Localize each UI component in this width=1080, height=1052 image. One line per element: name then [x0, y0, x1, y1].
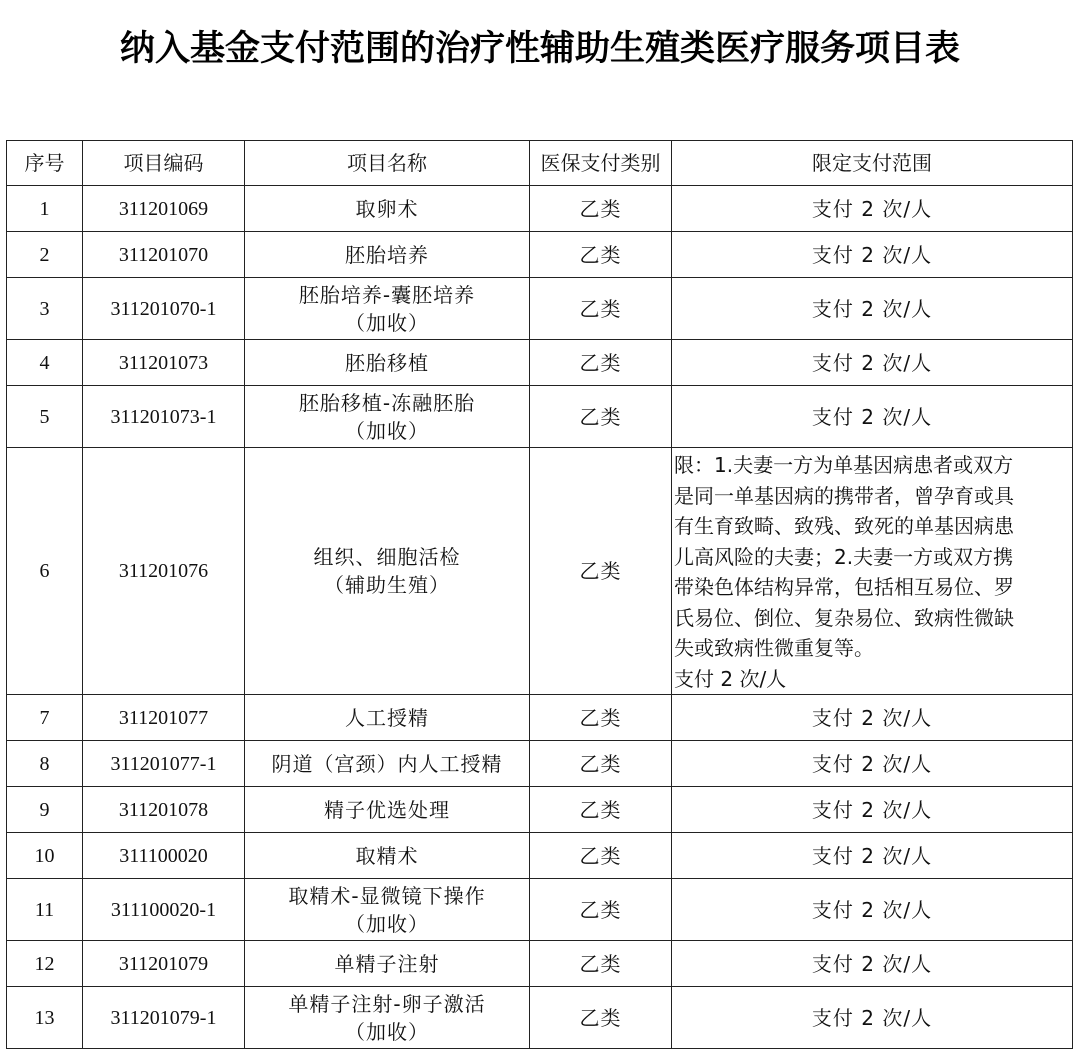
cell-name-line: 取精术-显微镜下操作 [288, 883, 486, 908]
header-scope: 限定支付范围 [672, 141, 1073, 186]
cell-scope-line: 支付 2 次/人 [811, 843, 933, 868]
cell-name [245, 787, 530, 833]
cell-name [245, 448, 530, 695]
cell-scope [672, 448, 1073, 695]
table-row [7, 340, 1073, 386]
cell-index: 8 [7, 741, 83, 787]
cell-scope-line: 支付 2 次/人 [811, 897, 933, 922]
cell-category: 乙类 [530, 879, 672, 941]
cell-index: 3 [7, 278, 83, 340]
cell-code: 311100020-1 [83, 879, 245, 941]
cell-scope-line: 是同一单基因病的携带者，曾孕育或具 [674, 483, 1014, 508]
cell-code: 311201070 [83, 232, 245, 278]
cell-scope-line: 支付 2 次/人 [811, 1005, 933, 1030]
cell-name-line: 人工授精 [345, 705, 429, 730]
cell-scope [672, 278, 1073, 340]
cell-index: 12 [7, 941, 83, 987]
cell-category: 乙类 [530, 695, 672, 741]
cell-name [245, 232, 530, 278]
cell-code: 311201070-1 [83, 278, 245, 340]
cell-scope-line: 氏易位、倒位、复杂易位、致病性微缺 [674, 605, 1014, 630]
cell-category: 乙类 [530, 448, 672, 695]
table-row [7, 987, 1073, 1049]
cell-name-line: 组织、细胞活检 [313, 545, 461, 569]
cell-name-line: （加收） [345, 911, 429, 936]
table-row [7, 741, 1073, 787]
cell-scope [672, 186, 1073, 232]
cell-category: 乙类 [530, 741, 672, 787]
header-index: 序号 [7, 141, 83, 186]
cell-index: 9 [7, 787, 83, 833]
table-row [7, 386, 1073, 448]
cell-category: 乙类 [530, 987, 672, 1049]
cell-scope-line: 支付 2 次/人 [811, 350, 933, 375]
cell-scope [672, 695, 1073, 741]
cell-index: 4 [7, 340, 83, 386]
cell-code: 311201079 [83, 941, 245, 987]
cell-category: 乙类 [530, 232, 672, 278]
cell-scope-line: 支付 2 次/人 [811, 751, 933, 776]
cell-category: 乙类 [530, 186, 672, 232]
cell-scope-line: 支付 2 次/人 [811, 705, 933, 730]
cell-name-line: 单精子注射-卵子激活 [288, 991, 486, 1016]
cell-code: 311201073-1 [83, 386, 245, 448]
cell-scope [672, 340, 1073, 386]
table-row [7, 448, 1073, 695]
cell-scope-line: 儿高风险的夫妻；2.夫妻一方或双方携 [674, 544, 1014, 569]
cell-scope [672, 987, 1073, 1049]
cell-category: 乙类 [530, 833, 672, 879]
cell-name [245, 695, 530, 741]
cell-scope [672, 741, 1073, 787]
cell-category: 乙类 [530, 340, 672, 386]
cell-scope [672, 787, 1073, 833]
header-name: 项目名称 [245, 141, 530, 186]
cell-name-line: （加收） [345, 418, 429, 443]
cell-name [245, 186, 530, 232]
cell-code: 311201076 [83, 448, 245, 695]
table-row [7, 879, 1073, 941]
cell-name [245, 879, 530, 941]
cell-name [245, 833, 530, 879]
cell-scope [672, 386, 1073, 448]
cell-scope-line: 限：1.夫妻一方为单基因病患者或双方 [674, 453, 1014, 477]
header-category: 医保支付类别 [530, 141, 672, 186]
cell-scope-line: 支付 2 次/人 [674, 666, 787, 691]
cell-name [245, 340, 530, 386]
cell-index: 6 [7, 448, 83, 695]
cell-code: 311201073 [83, 340, 245, 386]
cell-scope-line: 有生育致畸、致残、致死的单基因病患 [674, 514, 1014, 538]
table-row [7, 941, 1073, 987]
page-title: 纳入基金支付范围的治疗性辅助生殖类医疗服务项目表 [119, 29, 960, 69]
cell-scope [672, 941, 1073, 987]
items-table [6, 140, 1073, 1049]
cell-scope-line: 支付 2 次/人 [811, 797, 933, 822]
cell-index: 5 [7, 386, 83, 448]
cell-name-line: （加收） [345, 310, 429, 335]
cell-index: 2 [7, 232, 83, 278]
cell-name-line: （加收） [345, 1019, 429, 1044]
cell-name [245, 386, 530, 448]
cell-name [245, 941, 530, 987]
cell-scope-line: 支付 2 次/人 [811, 196, 933, 221]
cell-category: 乙类 [530, 787, 672, 833]
cell-code: 311201078 [83, 787, 245, 833]
cell-name [245, 987, 530, 1049]
table-row [7, 695, 1073, 741]
cell-scope [672, 232, 1073, 278]
cell-index: 11 [7, 879, 83, 941]
cell-name-line: 取精术 [355, 843, 419, 868]
cell-scope-line: 支付 2 次/人 [811, 404, 933, 429]
cell-name-line: 胚胎培养 [345, 242, 429, 267]
table-row [7, 232, 1073, 278]
cell-name-line: （辅助生殖） [324, 573, 450, 597]
table-row [7, 833, 1073, 879]
cell-category: 乙类 [530, 278, 672, 340]
cell-scope-line: 支付 2 次/人 [811, 951, 933, 976]
cell-code: 311201069 [83, 186, 245, 232]
cell-index: 7 [7, 695, 83, 741]
cell-name-line: 精子优选处理 [324, 797, 450, 822]
cell-category: 乙类 [530, 386, 672, 448]
cell-name-line: 单精子注射 [334, 951, 440, 976]
cell-name-line: 阴道（宫颈）内人工授精 [271, 751, 503, 776]
cell-scope [672, 833, 1073, 879]
cell-category: 乙类 [530, 941, 672, 987]
table-row [7, 787, 1073, 833]
cell-scope-line: 失或致病性微重复等。 [674, 636, 874, 660]
table-header-row [7, 141, 1073, 186]
cell-index: 10 [7, 833, 83, 879]
table-row [7, 278, 1073, 340]
cell-name [245, 278, 530, 340]
cell-code: 311201077-1 [83, 741, 245, 787]
cell-name [245, 741, 530, 787]
cell-name-line: 胚胎移植 [345, 350, 429, 375]
cell-scope-line: 带染色体结构异常，包括相互易位、罗 [674, 575, 1014, 599]
cell-code: 311100020 [83, 833, 245, 879]
cell-name-line: 胚胎移植-冻融胚胎 [298, 390, 476, 415]
table-row [7, 186, 1073, 232]
cell-code: 311201077 [83, 695, 245, 741]
cell-code: 311201079-1 [83, 987, 245, 1049]
cell-name-line: 取卵术 [355, 196, 419, 221]
cell-index: 13 [7, 987, 83, 1049]
cell-scope-line: 支付 2 次/人 [811, 242, 933, 267]
cell-scope-line: 支付 2 次/人 [811, 296, 933, 321]
cell-name-line: 胚胎培养-囊胚培养 [298, 282, 476, 307]
cell-index: 1 [7, 186, 83, 232]
cell-scope [672, 879, 1073, 941]
header-code: 项目编码 [83, 141, 245, 186]
